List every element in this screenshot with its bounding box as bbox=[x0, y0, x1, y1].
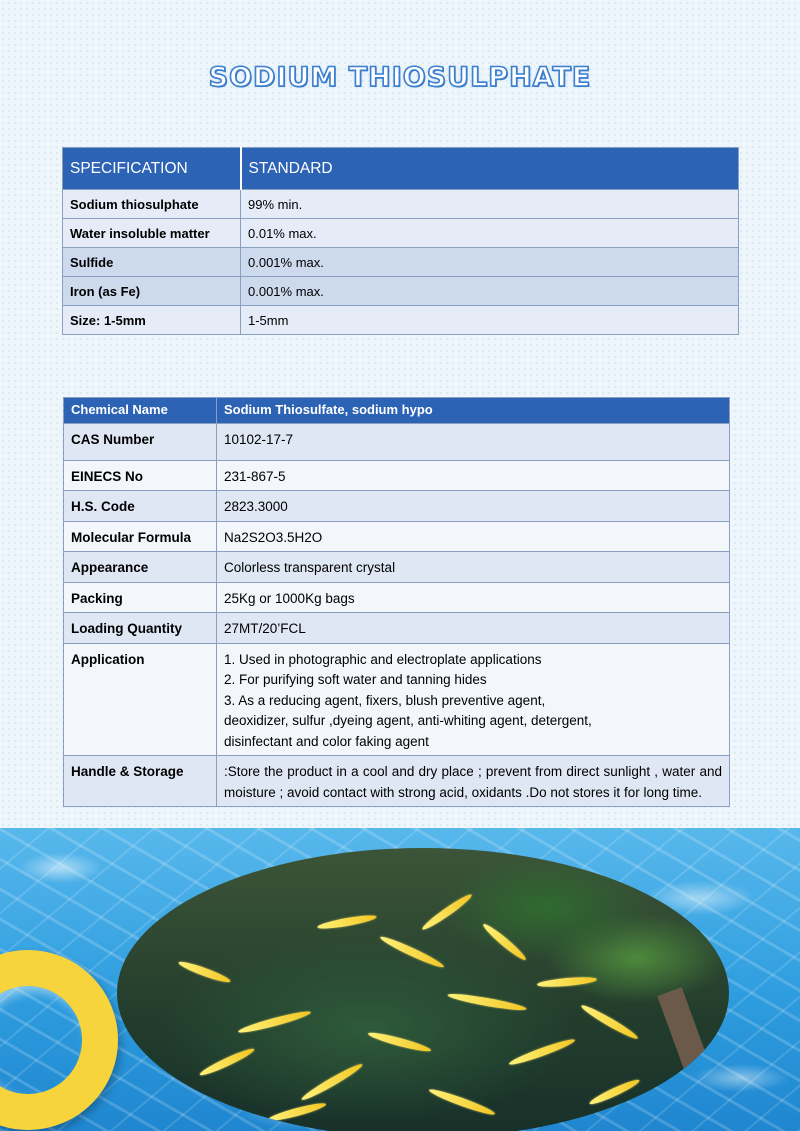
table-row bbox=[64, 643, 730, 756]
golden-fish bbox=[481, 921, 528, 962]
info-value: Colorless transparent crystal bbox=[217, 552, 730, 583]
table-row bbox=[64, 552, 730, 583]
application-list bbox=[217, 643, 730, 756]
info-label: Application bbox=[64, 643, 217, 756]
swim-ring-image bbox=[0, 950, 118, 1130]
table-row bbox=[64, 423, 730, 460]
application-line: disinfectant and color faking agent bbox=[224, 733, 429, 749]
info-label: Handle & Storage bbox=[64, 756, 217, 807]
application-line: 2. For purifying soft water and tanning hides bbox=[224, 672, 487, 687]
table-row bbox=[64, 756, 730, 807]
spec-name: Size: 1-5mm bbox=[63, 306, 241, 335]
golden-fish bbox=[379, 934, 446, 971]
golden-fish bbox=[508, 1036, 577, 1067]
wooden-post bbox=[657, 987, 722, 1109]
info-value: 27MT/20’FCL bbox=[217, 613, 730, 644]
table-row bbox=[64, 491, 730, 522]
golden-fish bbox=[367, 1030, 432, 1055]
table-row bbox=[63, 219, 739, 248]
application-line: deoxidizer, sulfur ,dyeing agent, anti-whiting agent, detergent, bbox=[224, 713, 592, 728]
spec-name: Sulfide bbox=[63, 248, 241, 277]
table-row bbox=[64, 582, 730, 613]
info-label: Molecular Formula bbox=[64, 521, 217, 552]
info-label: Appearance bbox=[64, 552, 217, 583]
info-header-label: Chemical Name bbox=[64, 398, 217, 424]
table-row bbox=[63, 277, 739, 306]
info-label: EINECS No bbox=[64, 460, 217, 491]
info-label: Loading Quantity bbox=[64, 613, 217, 644]
page-title: SODIUM THIOSULPHATE bbox=[208, 62, 592, 93]
golden-fish bbox=[428, 1086, 497, 1117]
golden-fish bbox=[537, 975, 597, 988]
spec-name: Sodium thiosulphate bbox=[63, 190, 241, 219]
pool-water-image bbox=[0, 828, 800, 1131]
storage-text: :Store the product in a cool and dry place ; prevent from direct sunlight , water and moisture ; avoid contact with strong acid, oxidants .Do not stores it for long time. bbox=[217, 756, 730, 807]
table-row bbox=[64, 521, 730, 552]
golden-fish bbox=[317, 913, 377, 931]
fish-pond-image bbox=[117, 848, 729, 1131]
spec-header-standard: STANDARD bbox=[241, 148, 739, 190]
info-value: Na2S2O3.5H2O bbox=[217, 521, 730, 552]
info-label: CAS Number bbox=[64, 423, 217, 460]
golden-fish bbox=[237, 1008, 312, 1035]
info-label: H.S. Code bbox=[64, 491, 217, 522]
spec-value: 99% min. bbox=[241, 190, 739, 219]
spec-header-specification: SPECIFICATION bbox=[63, 148, 241, 190]
info-value: 25Kg or 1000Kg bags bbox=[217, 582, 730, 613]
golden-fish bbox=[579, 1002, 639, 1041]
info-header-value: Sodium Thiosulfate, sodium hypo bbox=[217, 398, 730, 424]
spec-name: Iron (as Fe) bbox=[63, 277, 241, 306]
table-row bbox=[64, 460, 730, 491]
golden-fish bbox=[300, 1061, 365, 1103]
golden-fish bbox=[177, 959, 231, 985]
info-label: Packing bbox=[64, 582, 217, 613]
spec-header-row bbox=[63, 148, 739, 190]
spec-value: 1-5mm bbox=[241, 306, 739, 335]
info-value: 2823.3000 bbox=[217, 491, 730, 522]
spec-value: 0.01% max. bbox=[241, 219, 739, 248]
table-row bbox=[64, 613, 730, 644]
table-row bbox=[63, 306, 739, 335]
info-value: 10102-17-7 bbox=[217, 423, 730, 460]
golden-fish bbox=[198, 1046, 256, 1079]
golden-fish bbox=[420, 892, 474, 933]
spec-value: 0.001% max. bbox=[241, 248, 739, 277]
spec-value: 0.001% max. bbox=[241, 277, 739, 306]
product-info-table bbox=[63, 397, 730, 807]
info-header-row bbox=[64, 398, 730, 424]
specification-table bbox=[62, 147, 739, 335]
application-line: 3. As a reducing agent, fixers, blush preventive agent, bbox=[224, 692, 546, 708]
golden-fish bbox=[447, 991, 527, 1013]
table-row bbox=[63, 190, 739, 219]
info-value: 231-867-5 bbox=[217, 460, 730, 491]
golden-fish bbox=[588, 1077, 641, 1107]
table-row bbox=[63, 248, 739, 277]
application-line: 1. Used in photographic and electroplate applications bbox=[224, 651, 542, 667]
golden-fish bbox=[267, 1100, 327, 1123]
spec-name: Water insoluble matter bbox=[63, 219, 241, 248]
